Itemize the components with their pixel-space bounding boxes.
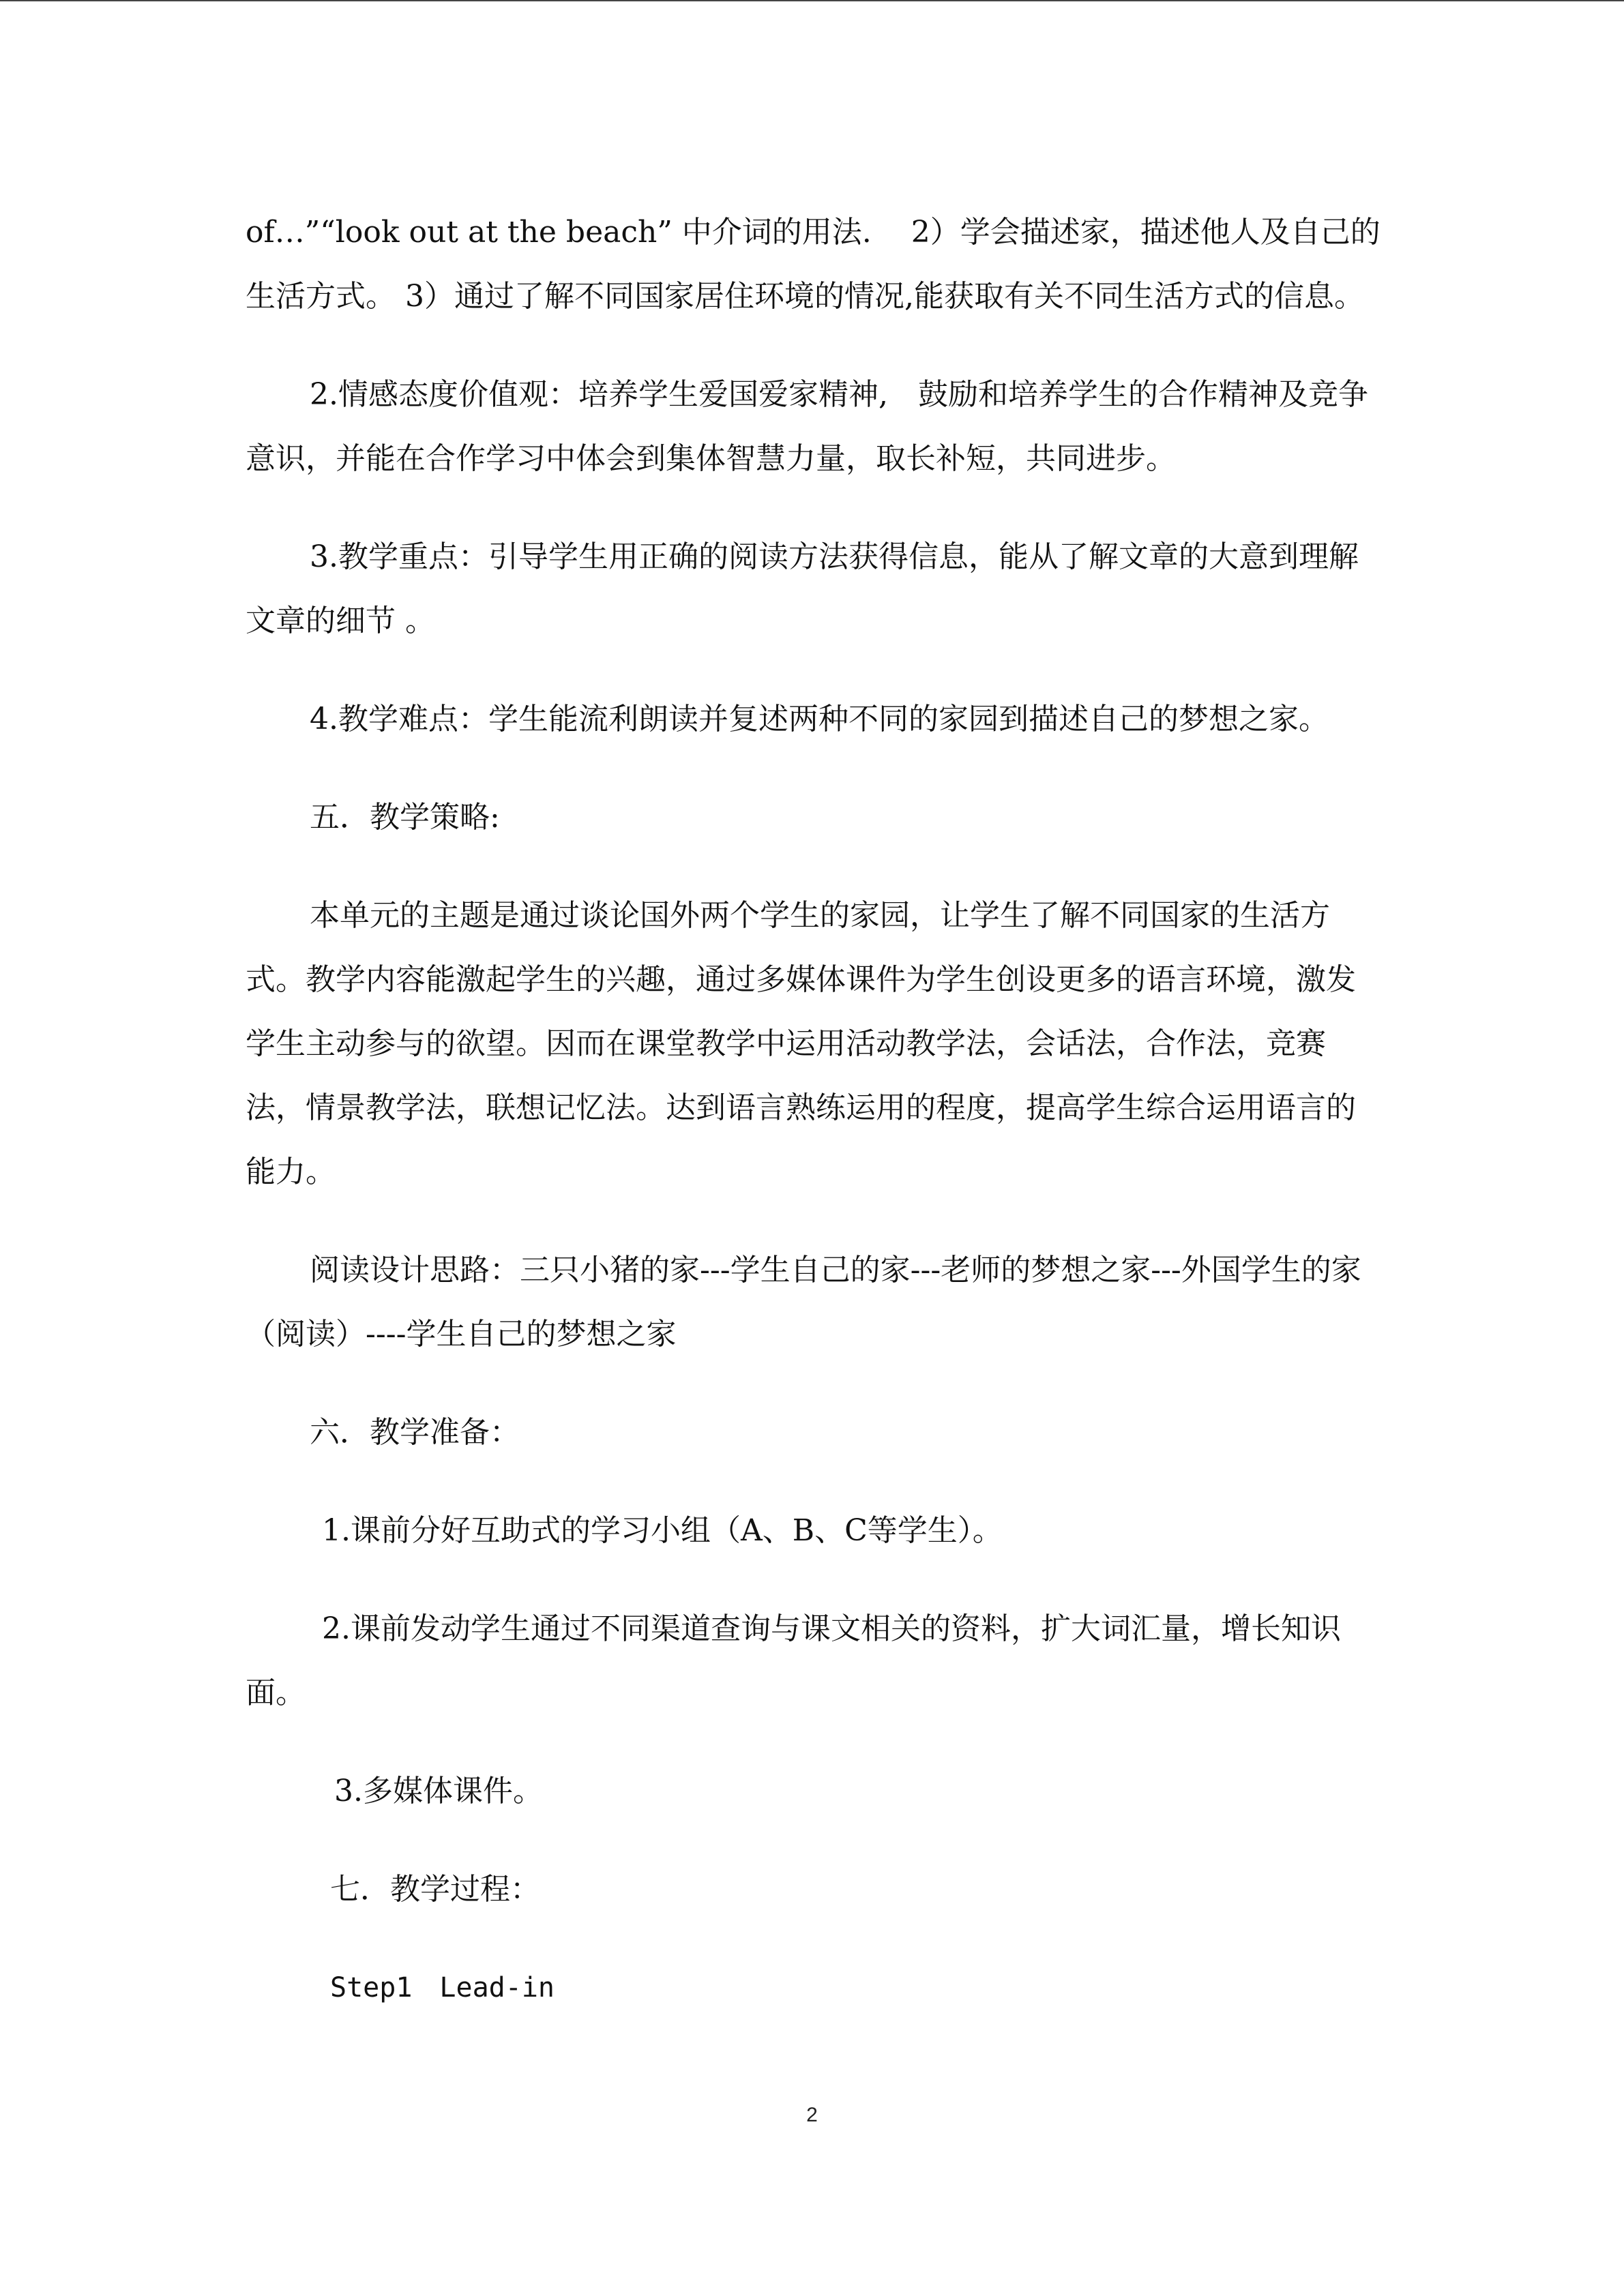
page-number: 2 bbox=[806, 2104, 818, 2126]
paragraph-strategy-description: 本单元的主题是通过谈论国外两个学生的家园，让学生了解不同国家的生活方式。教学内容能激起学生的兴趣，通过多媒体课件为学生创设更多的语言环境，激发学生主动参与的欲望。因而在课堂教学中运用活动教学法，会话法，合作法，竞赛法，情景教学法，联想记忆法。达到语言熟练运用的程度，提高学生综合运用语言的能力。 bbox=[246, 898, 1356, 1189]
document-body bbox=[246, 200, 1385, 2054]
list-item-preparation-1: 1.课前分好互助式的学习小组（A、B、C等学生）。 bbox=[322, 1513, 1003, 1548]
step-lead-in: Step1 Lead-in bbox=[330, 1972, 555, 2003]
heading-teaching-preparation: 六．教学准备： bbox=[310, 1415, 520, 1450]
paragraph-emotional-values: 2.情感态度价值观：培养学生爱国爱家精神, 鼓励和培养学生的合作精神及竞争意识，并能在合作学习中体会到集体智慧力量，取长补短，共同进步。 bbox=[246, 377, 1368, 476]
heading-teaching-process: 七．教学过程： bbox=[330, 1872, 540, 1907]
paragraph-objectives-continued: of…”“look out at the beach” 中介词的用法. 2）学会描述家，描述他人及自己的生活方式。 3）通过了解不同国家居住环境的情况,能获取有关不同生活方式的信息。 bbox=[246, 215, 1381, 314]
list-item-preparation-2: 2.课前发动学生通过不同渠道查询与课文相关的资料，扩大词汇量，增长知识面。 bbox=[246, 1611, 1341, 1710]
paragraph-teaching-difficulty: 4.教学难点：学生能流利朗读并复述两种不同的家园到描述自己的梦想之家。 bbox=[310, 702, 1329, 736]
paragraph-teaching-focus: 3.教学重点：引导学生用正确的阅读方法获得信息，能从了解文章的大意到理解文章的细节 。 bbox=[246, 539, 1359, 638]
heading-teaching-strategy: 五．教学策略: bbox=[310, 800, 500, 835]
list-item-preparation-3: 3.多媒体课件。 bbox=[334, 1774, 543, 1808]
paragraph-reading-design: 阅读设计思路：三只小猪的家---学生自己的家---老师的梦想之家---外国学生的家（阅读）----学生自己的梦想之家 bbox=[246, 1253, 1361, 1352]
